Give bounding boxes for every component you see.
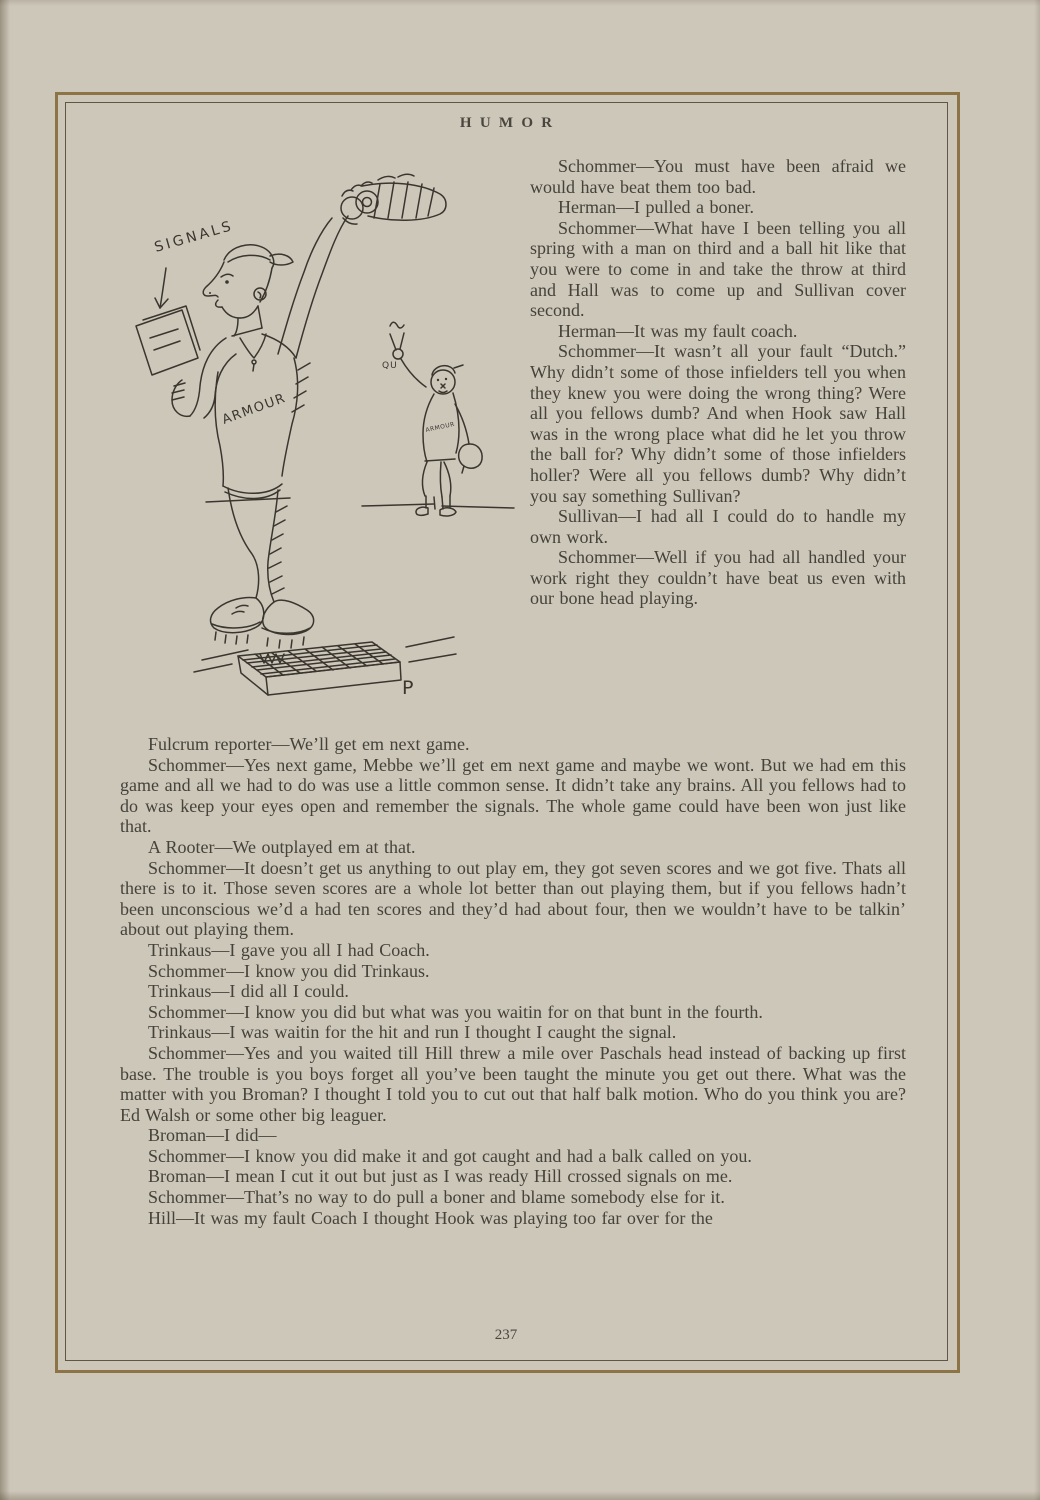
scan-edge-left: [0, 0, 10, 1500]
signals-label: [153, 218, 236, 256]
scan-edge-right: [1034, 0, 1040, 1500]
paragraph: Hill—It was my fault Coach I thought Hook was playing too far over for the: [148, 1207, 713, 1228]
paragraph: Schommer—That’s no way to do pull a boner and blame somebody else for it.: [148, 1187, 725, 1208]
signals-arrow-icon: [155, 268, 168, 308]
plate-label: P: [402, 677, 414, 699]
paragraph: Schommer—Well if you had all handled your work right they couldn’t have beat us even with our bone head playing.: [530, 547, 906, 609]
glove: [459, 444, 483, 473]
paragraph: Schommer—I know you did Trinkaus.: [148, 960, 430, 981]
content-row: [120, 156, 906, 734]
jersey-label-small: ARMOUR: [424, 420, 456, 434]
ground-lines: [206, 498, 514, 508]
page-number: 237: [494, 1327, 518, 1343]
motion-lines-right: [406, 637, 456, 662]
coach-figure: [172, 174, 446, 663]
paragraph: Broman—I did—: [148, 1125, 277, 1146]
paragraph: Schommer—I know you did but what was you waitin for on that bunt in the fourth.: [148, 1001, 763, 1022]
page-body: [66, 103, 946, 1360]
pitchers-plate: [194, 637, 456, 699]
paragraph: Schommer—I know you did make it and got caught and had a balk called on you.: [148, 1145, 752, 1166]
paragraph: Schommer—Yes next game, Mebbe we’ll get em next game and maybe we wont. But we had em this game and all we had to do was use a little common sense. It didn’t take any brains. All you fellows had to do was keep your eyes open and remember the signals. The whole game could have been won just like that.: [120, 754, 906, 837]
hand-sign-label: QU: [382, 361, 398, 371]
megaphone-roll: [356, 174, 446, 220]
player-figure: [382, 322, 482, 516]
paragraph: Fulcrum reporter—We’ll get em next game.: [148, 734, 470, 754]
paragraph: Sullivan—I had all I could do to handle my own work.: [530, 506, 906, 547]
paragraph: Herman—I pulled a boner.: [558, 197, 754, 218]
paragraph: A Rooter—We outplayed em at that.: [148, 836, 416, 857]
scan-edge-bottom: [0, 1491, 1040, 1500]
cartoon-svg: [110, 156, 520, 716]
svg-text:SIGNALS: SIGNALS: [152, 217, 236, 256]
paragraph: Broman—I mean I cut it out but just as I was ready Hill crossed signals on me.: [148, 1166, 733, 1187]
paragraph: Schommer—What have I been telling you all spring with a man on third and a ball hit like that you were to come in and take the throw at third and Hall was to come up and Sullivan cover second.: [530, 217, 906, 321]
paragraph: Herman—It was my fault coach.: [558, 320, 798, 341]
cartoon-illustration: [110, 156, 520, 721]
paragraph: Schommer—Yes and you waited till Hill threw a mile over Paschals head instead of backing up first base. The trouble is you boys forget all you’ve been taught the minute you get out there. What was the matter with you Broman? I thought I told you to cut out that half balk motion. Who do you think you are? Ed Walsh or some other big leaguer.: [120, 1042, 906, 1125]
jersey-label-large: ARMOUR: [220, 390, 289, 428]
text-area: [120, 156, 906, 1228]
scan-edge-top: [0, 0, 1040, 6]
paragraph: Schommer—You must have been afraid we would have beat them too bad.: [530, 156, 906, 197]
paragraph: Trinkaus—I was waitin for the hit and run I thought I caught the signal.: [148, 1022, 677, 1043]
signal-papers: [136, 306, 200, 375]
paragraph: Trinkaus—I did all I could.: [148, 981, 349, 1002]
full-width-text: [120, 734, 906, 1228]
page-title: HUMOR: [459, 115, 561, 131]
paragraph: Trinkaus—I gave you all I had Coach.: [148, 939, 430, 960]
paragraph: Schommer—It doesn’t get us anything to out play em, they got seven scores and we got five. Thats all there is to it. Those seven scores are a whole lot better than out playing them, but if you fellows hadn’t been unconscious we’d a had ten scores and they’d had about four, then we wouldn’t have to be talkin’ about out playing them.: [120, 857, 906, 940]
paragraph: Schommer—It wasn’t all your fault “Dutch.” Why didn’t some of those infielders tell you when they knew you were doing the wrong thing? Were all you fellows dumb? And when Hook saw Hall was in the wrong place what did he let you throw the ball for? Why didn’t some of those infielders holler? Were all you fellows dumb? Why didn’t you say something Sullivan?: [530, 341, 906, 506]
right-text-column: [530, 156, 906, 609]
